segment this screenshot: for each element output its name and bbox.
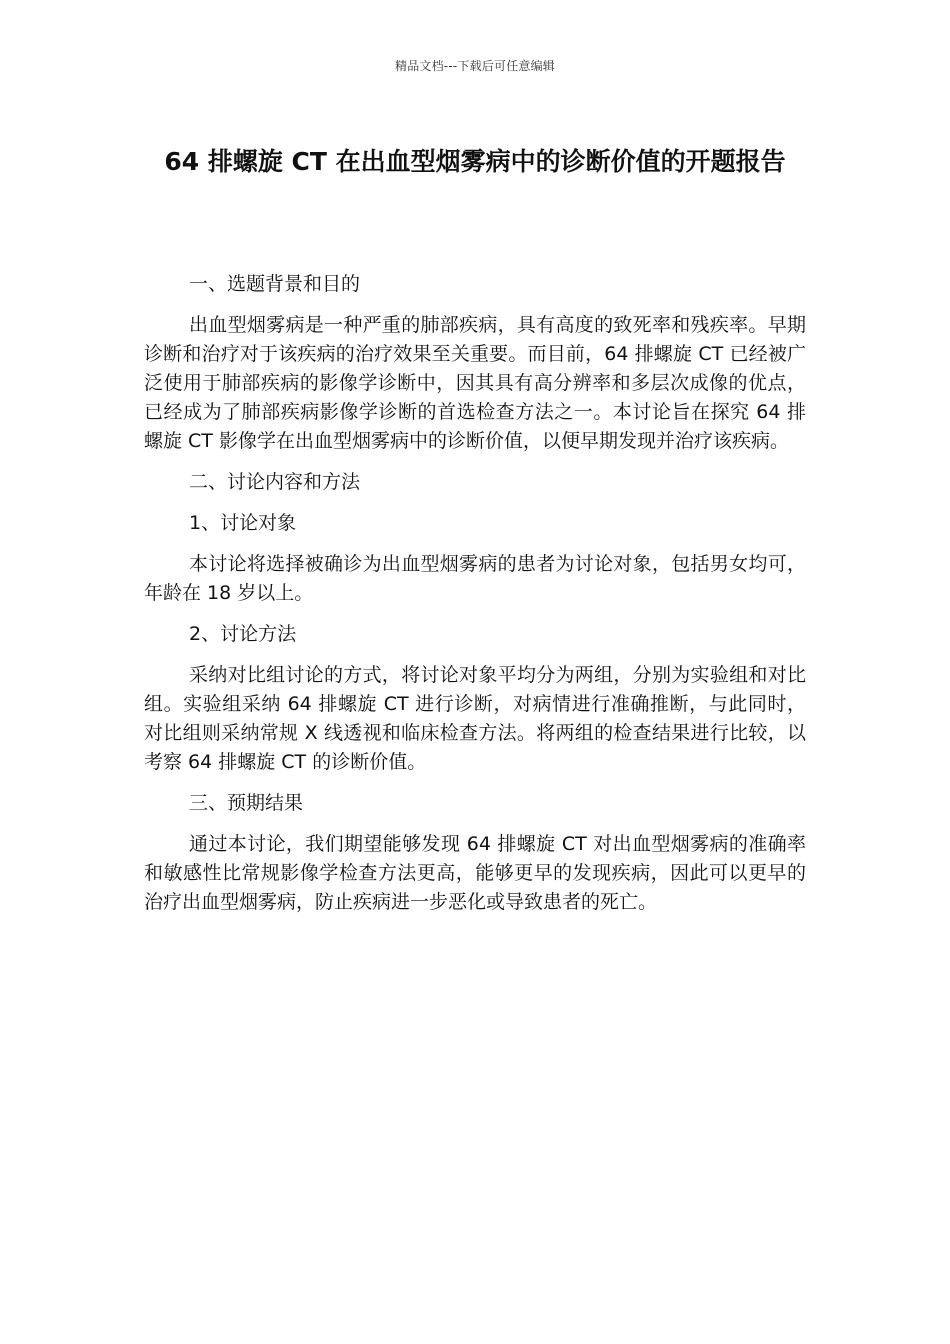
section-heading-content-methods: 二、讨论内容和方法 xyxy=(189,471,361,493)
paragraph-methods: 采纳对比组讨论的方式，将讨论对象平均分为两组，分别为实验组和对比组。实验组采纳 64 排螺旋 CT 进行诊断，对病情进行准确推断，与此同时，对比组则采纳常规 X 线透视和临床检查方法。将两组的检查结果进行比较，以考察 64 排螺旋 CT 的诊断价值。 xyxy=(144,664,806,773)
header-note: 精品文档---下载后可任意编辑 xyxy=(395,59,555,73)
document-body xyxy=(144,270,806,929)
section-heading-expected-results: 三、预期结果 xyxy=(189,792,304,814)
subsection-heading-methods: 2、讨论方法 xyxy=(189,623,297,645)
document-title: 64 排螺旋 CT 在出血型烟雾病中的诊断价值的开题报告 xyxy=(164,147,786,176)
section-heading-background: 一、选题背景和目的 xyxy=(189,273,361,295)
paragraph-background: 出血型烟雾病是一种严重的肺部疾病，具有高度的致死率和残疾率。早期诊断和治疗对于该疾病的治疗效果至关重要。而目前，64 排螺旋 CT 已经被广泛使用于肺部疾病的影像学诊断中，因其具有高分辨率和多层次成像的优点，已经成为了肺部疾病影像学诊断的首选检查方法之一。本讨论旨在探究 64 排螺旋 CT 影像学在出血型烟雾病中的诊断价值，以便早期发现并治疗该疾病。 xyxy=(144,314,806,452)
paragraph-subjects: 本讨论将选择被确诊为出血型烟雾病的患者为讨论对象，包括男女均可，年龄在 18 岁以上。 xyxy=(144,553,806,604)
subsection-heading-subjects: 1、讨论对象 xyxy=(189,512,297,534)
paragraph-expected-results: 通过本讨论，我们期望能够发现 64 排螺旋 CT 对出血型烟雾病的准确率和敏感性比常规影像学检查方法更高，能够更早的发现疾病，因此可以更早的治疗出血型烟雾病，防止疾病进一步恶化或导致患者的死亡。 xyxy=(144,833,806,913)
